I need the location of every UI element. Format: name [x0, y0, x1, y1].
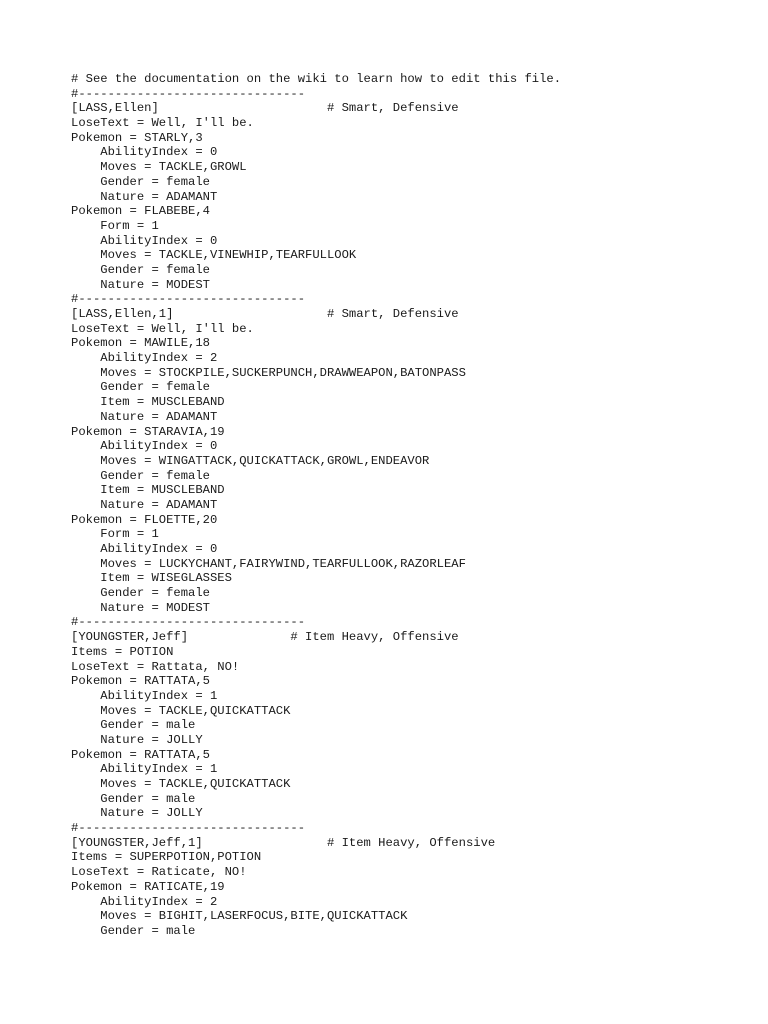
text-line: Pokemon = FLABEBE,4: [71, 204, 210, 219]
text-line: Pokemon = RATTATA,5: [71, 674, 210, 689]
text-line: Item = MUSCLEBAND: [71, 395, 225, 410]
text-line: LoseText = Well, I'll be.: [71, 116, 254, 131]
text-line: Moves = TACKLE,QUICKATTACK: [71, 703, 291, 718]
text-line: Gender = female: [71, 468, 210, 483]
text-line: AbilityIndex = 1: [71, 688, 218, 703]
text-line: Item = WISEGLASSES: [71, 571, 232, 586]
text-line: [YOUNGSTER,Jeff] # Item Heavy, Offensive: [71, 630, 459, 645]
text-line: Gender = female: [71, 262, 210, 277]
text-line: Moves = TACKLE,GROWL: [71, 160, 247, 175]
text-line: AbilityIndex = 0: [71, 439, 218, 454]
text-line: Gender = male: [71, 923, 196, 938]
text-line: Pokemon = FLOETTE,20: [71, 512, 218, 527]
text-line: #-------------------------------: [71, 292, 306, 307]
text-line: AbilityIndex = 2: [71, 894, 218, 909]
text-line: Items = POTION: [71, 644, 174, 659]
text-line: Moves = BIGHIT,LASERFOCUS,BITE,QUICKATTACK: [71, 909, 408, 924]
text-line: Nature = ADAMANT: [71, 189, 218, 204]
text-line: LoseText = Rattata, NO!: [71, 659, 240, 674]
text-line: Gender = male: [71, 791, 196, 806]
text-line: Pokemon = STARLY,3: [71, 130, 203, 145]
text-line: #-------------------------------: [71, 86, 306, 101]
text-line: Moves = WINGATTACK,QUICKATTACK,GROWL,ENDEAVOR: [71, 453, 430, 468]
text-line: Form = 1: [71, 527, 159, 542]
text-line: AbilityIndex = 0: [71, 145, 218, 160]
text-line: Gender = female: [71, 586, 210, 601]
text-line: Nature = ADAMANT: [71, 497, 218, 512]
text-line: Pokemon = RATICATE,19: [71, 879, 225, 894]
text-line: Pokemon = RATTATA,5: [71, 747, 210, 762]
text-line: #-------------------------------: [71, 821, 306, 836]
text-line: Gender = male: [71, 718, 196, 733]
text-line: [LASS,Ellen] # Smart, Defensive: [71, 101, 459, 116]
text-line: # See the documentation on the wiki to learn how to edit this file.: [71, 72, 562, 86]
text-line: Nature = JOLLY: [71, 806, 203, 821]
text-line: Gender = female: [71, 174, 210, 189]
text-line: AbilityIndex = 0: [71, 542, 218, 556]
text-line: Nature = MODEST: [71, 277, 210, 292]
text-line: Moves = TACKLE,VINEWHIP,TEARFULLOOK: [71, 248, 357, 263]
text-line: [LASS,Ellen,1] # Smart, Defensive: [71, 307, 459, 321]
text-line: Nature = JOLLY: [71, 732, 203, 747]
text-line: LoseText = Raticate, NO!: [71, 865, 247, 880]
text-line: Moves = STOCKPILE,SUCKERPUNCH,DRAWWEAPON,BATONPASS: [71, 365, 466, 380]
text-line: AbilityIndex = 2: [71, 351, 218, 366]
text-line: Item = MUSCLEBAND: [71, 483, 225, 498]
text-line: AbilityIndex = 0: [71, 233, 218, 248]
text-line: Gender = female: [71, 380, 210, 395]
trainer-file-text: [71, 72, 561, 939]
text-line: LoseText = Well, I'll be.: [71, 321, 254, 336]
text-line: Nature = MODEST: [71, 600, 210, 615]
text-line: Moves = LUCKYCHANT,FAIRYWIND,TEARFULLOOK,RAZORLEAF: [71, 556, 466, 571]
text-line: #-------------------------------: [71, 615, 306, 630]
text-line: Moves = TACKLE,QUICKATTACK: [71, 777, 291, 791]
text-line: Pokemon = STARAVIA,19: [71, 424, 225, 439]
text-line: Pokemon = MAWILE,18: [71, 336, 210, 351]
text-line: Items = SUPERPOTION,POTION: [71, 850, 262, 865]
text-line: Form = 1: [71, 218, 159, 233]
text-line: Nature = ADAMANT: [71, 409, 218, 424]
text-line: AbilityIndex = 1: [71, 762, 218, 777]
text-line: [YOUNGSTER,Jeff,1] # Item Heavy, Offensive: [71, 835, 496, 850]
